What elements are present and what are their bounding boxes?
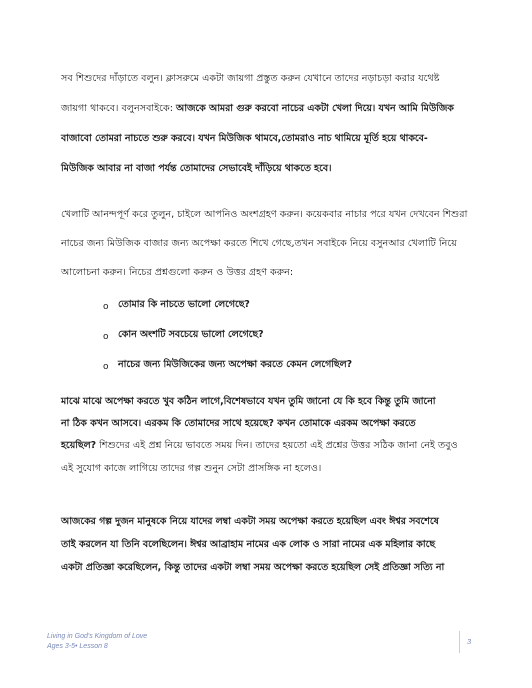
paragraph-2-line-1: খেলাটি আনন্দপূর্ণ করে তুলুন, চাইলে আপনিও অংশগ্রহণ করুন। কয়েকবার নাচার পরে যখন দেখবেন শিশুরা — [61, 209, 468, 220]
bullet-marker: o — [103, 362, 109, 372]
bullet-item-2: কোন অংশটি সবচেয়ে ভালো লেগেছে? — [118, 329, 264, 340]
paragraph-1-bold-line-2: মিউজিক আবার না বাজা পর্যন্ত তোমাদের সেভাবেই দাঁড়িয়ে থাকতে হবে। — [61, 163, 332, 174]
paragraph-1-line-2 — [61, 103, 481, 115]
paragraph-4-bold-line-1: আজকের গল্প দুজন মানুষকে নিয়ে যাদের লম্বা একটা সময় অপেক্ষা করতে হয়েছিল এবং ঈশ্বর সবশেষে — [61, 516, 439, 527]
bullet-item-3: নাচের জন্য মিউজিকের জন্য অপেক্ষা করতে কেমন লেগেছিল? — [118, 359, 353, 370]
page-number: 3 — [467, 637, 472, 646]
paragraph-1-line-1: সব শিশুদের দাঁড়াতে বলুন। ক্লাসরুমে একটা জায়গা প্রস্তুত করুন যেখানে তাদের নড়াচড়া করার যথেষ্ট — [61, 73, 440, 84]
paragraph-2-line-2: নাচের জন্য মিউজিক বাজার জন্য অপেক্ষা করতে শিখে গেছে,তখন সবাইকে নিয়ে বসুনআর খেলাটি নিয়ে — [61, 238, 457, 249]
bullet-marker: o — [103, 302, 109, 312]
paragraph-1-bold-inline: আজকে আমরা গুরু করবো নাচের একটা খেলা দিয়ে। যখন আমি মিউজিক — [176, 103, 454, 114]
paragraph-4-bold-line-3: একটা প্রতিজ্ঞা করেছিলেন, কিন্তু তাদের একটা লম্বা সময় অপেক্ষা করতে হয়েছিল সেই প্রতিজ্ঞা সত্যি না — [61, 562, 445, 573]
paragraph-1-text: জায়গা থাকবে। বলুনসবাইকে: — [61, 103, 173, 114]
paragraph-3-text-inline: শিশুদের এই প্রশ্ন নিয়ে ভাবতে সময় দিন। তাদের হয়তো এই প্রশ্নের উত্তর সঠিক জানা নেই তবুও — [99, 440, 458, 451]
paragraph-4-bold-line-2: তাই করলেন যা তিনি বলেছিলেন। ঈশ্বর আব্রাহাম নামের এক লোক ও সারা নামের এক মহিলার কাছে — [61, 539, 436, 550]
footer-title: Living in God's Kingdom of Love — [47, 633, 148, 640]
paragraph-3-line-4: এই সুযোগ কাজে লাগিয়ে তাদের গল্প শুনুন সেটা প্রাসঙ্গিক না হলেও। — [61, 463, 322, 474]
paragraph-3-bold-line-2: না ঠিক কখন আসবে। এরকম কি তোমাদের সাথে হয়েছে? কখন তোমাকে এরকম অপেক্ষা করতে — [61, 418, 416, 429]
paragraph-3-bold-line-1: মাঝে মাঝে অপেক্ষা করতে খুব কঠিন লাগে,বিশেষভাবে যখন তুমি জানো যে কি হবে কিন্তু তুমি জানো — [61, 396, 436, 407]
bullet-item-1: তোমার কি নাচতে ভালো লেগেছে? — [118, 299, 250, 310]
footer-divider — [459, 631, 460, 653]
paragraph-2-line-3: আলোচনা করুন। নিচের প্রশ্নগুলো করুন ও উত্তর গ্রহণ করুন: — [61, 267, 294, 278]
paragraph-3-bold-inline: হয়েছিল? — [61, 440, 97, 451]
paragraph-3-line-3 — [61, 440, 481, 452]
footer-subtitle: Ages 3-5• Lesson 8 — [47, 643, 108, 650]
paragraph-1-bold-line-1: বাজাবো তোমরা নাচতে শুরু করবে। যখন মিউজিক থামবে,তোমরাও নাচ থামিয়ে মূর্তি হয়ে থাকবে- — [61, 133, 428, 144]
bullet-marker: o — [103, 332, 109, 342]
